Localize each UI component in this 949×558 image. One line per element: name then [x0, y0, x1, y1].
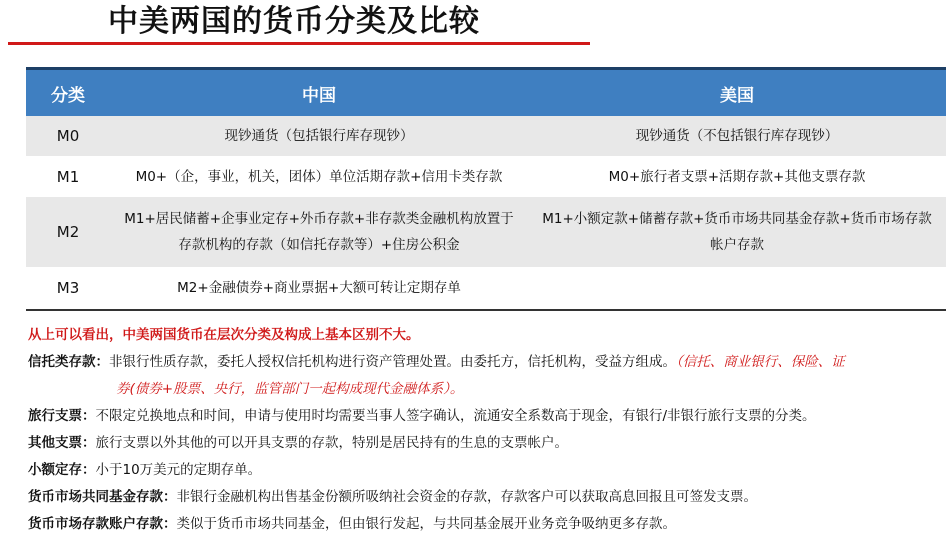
- china-cell: M0+（企，事业，机关，团体）单位活期存款+信用卡类存款: [110, 156, 528, 197]
- conclusion-text: 从上可以看出，中美两国货币在层次分类及构成上基本区别不大。: [28, 327, 420, 343]
- notes-section: [28, 322, 946, 538]
- note-term: 货币市场存款账户存款：: [28, 516, 177, 532]
- title-underline: [8, 42, 590, 45]
- usa-cell-line: M1+小额定款+储蓄存款+货币市场共同基金存款+货币市场存款: [542, 211, 932, 227]
- note-aside: （信托、商业银行、保险、证: [676, 354, 845, 370]
- header-china: 中国: [110, 69, 528, 117]
- money-classification-table: [26, 67, 946, 311]
- table-row: [26, 197, 946, 267]
- note-aside-continued: 券(债券+股票、央行，监管部门一起构成现代金融体系）。: [116, 381, 464, 397]
- row-category: M1: [26, 156, 110, 197]
- page-title: 中美两国的货币分类及比较: [108, 4, 480, 39]
- note-mma: [28, 511, 946, 538]
- note-text: 旅行支票以外其他的可以开具支票的存款，特别是居民持有的生息的支票帐户。: [95, 435, 568, 451]
- usa-cell: [528, 267, 946, 310]
- usa-cell: 现钞通货（不包括银行库存现钞）: [528, 116, 946, 156]
- table-row: [26, 267, 946, 310]
- china-cell: [110, 197, 528, 267]
- note-small: [28, 457, 946, 484]
- usa-cell: [528, 197, 946, 267]
- note-mmf: [28, 484, 946, 511]
- row-category: M3: [26, 267, 110, 310]
- note-text: 非银行性质存款，委托人授权信托机构进行资产管理处置。由委托方，信托机构，受益方组成。: [109, 354, 676, 370]
- note-term: 信托类存款：: [28, 354, 109, 370]
- note-travel: [28, 403, 946, 430]
- table-row: [26, 156, 946, 197]
- usa-cell-line: 帐户存款: [710, 237, 764, 253]
- note-term: 旅行支票：: [28, 408, 96, 424]
- china-cell-line: 存款机构的存款（如信托存款等）+住房公积金: [178, 237, 460, 253]
- note-text: 不限定兑换地点和时间，申请与使用时均需要当事人签字确认，流通安全系数高于现金，有银行/非银行旅行支票的分类。: [95, 408, 816, 424]
- header-category: 分类: [26, 69, 110, 117]
- china-cell-line: M1+居民储蓄+企事业定存+外币存款+非存款类金融机构放置于: [124, 211, 514, 227]
- note-term: 小额定存：: [28, 462, 96, 478]
- header-usa: 美国: [528, 69, 946, 117]
- note-other: [28, 430, 946, 457]
- table-row: [26, 116, 946, 156]
- note-term: 货币市场共同基金存款：: [28, 489, 177, 505]
- note-term: 其他支票：: [28, 435, 96, 451]
- note-text: 非银行金融机构出售基金份额所吸纳社会资金的存款，存款客户可以获取高息回报且可签发支票。: [176, 489, 757, 505]
- table-header-row: [26, 69, 946, 117]
- china-cell: M2+金融债券+商业票据+大额可转让定期存单: [110, 267, 528, 310]
- row-category: M0: [26, 116, 110, 156]
- note-text: 小于10万美元的定期存单。: [95, 462, 262, 478]
- note-text: 类似于货币市场共同基金，但由银行发起，与共同基金展开业务竞争吸纳更多存款。: [176, 516, 676, 532]
- usa-cell: M0+旅行者支票+活期存款+其他支票存款: [528, 156, 946, 197]
- row-category: M2: [26, 197, 110, 267]
- note-trust: [28, 349, 946, 376]
- china-cell: 现钞通货（包括银行库存现钞）: [110, 116, 528, 156]
